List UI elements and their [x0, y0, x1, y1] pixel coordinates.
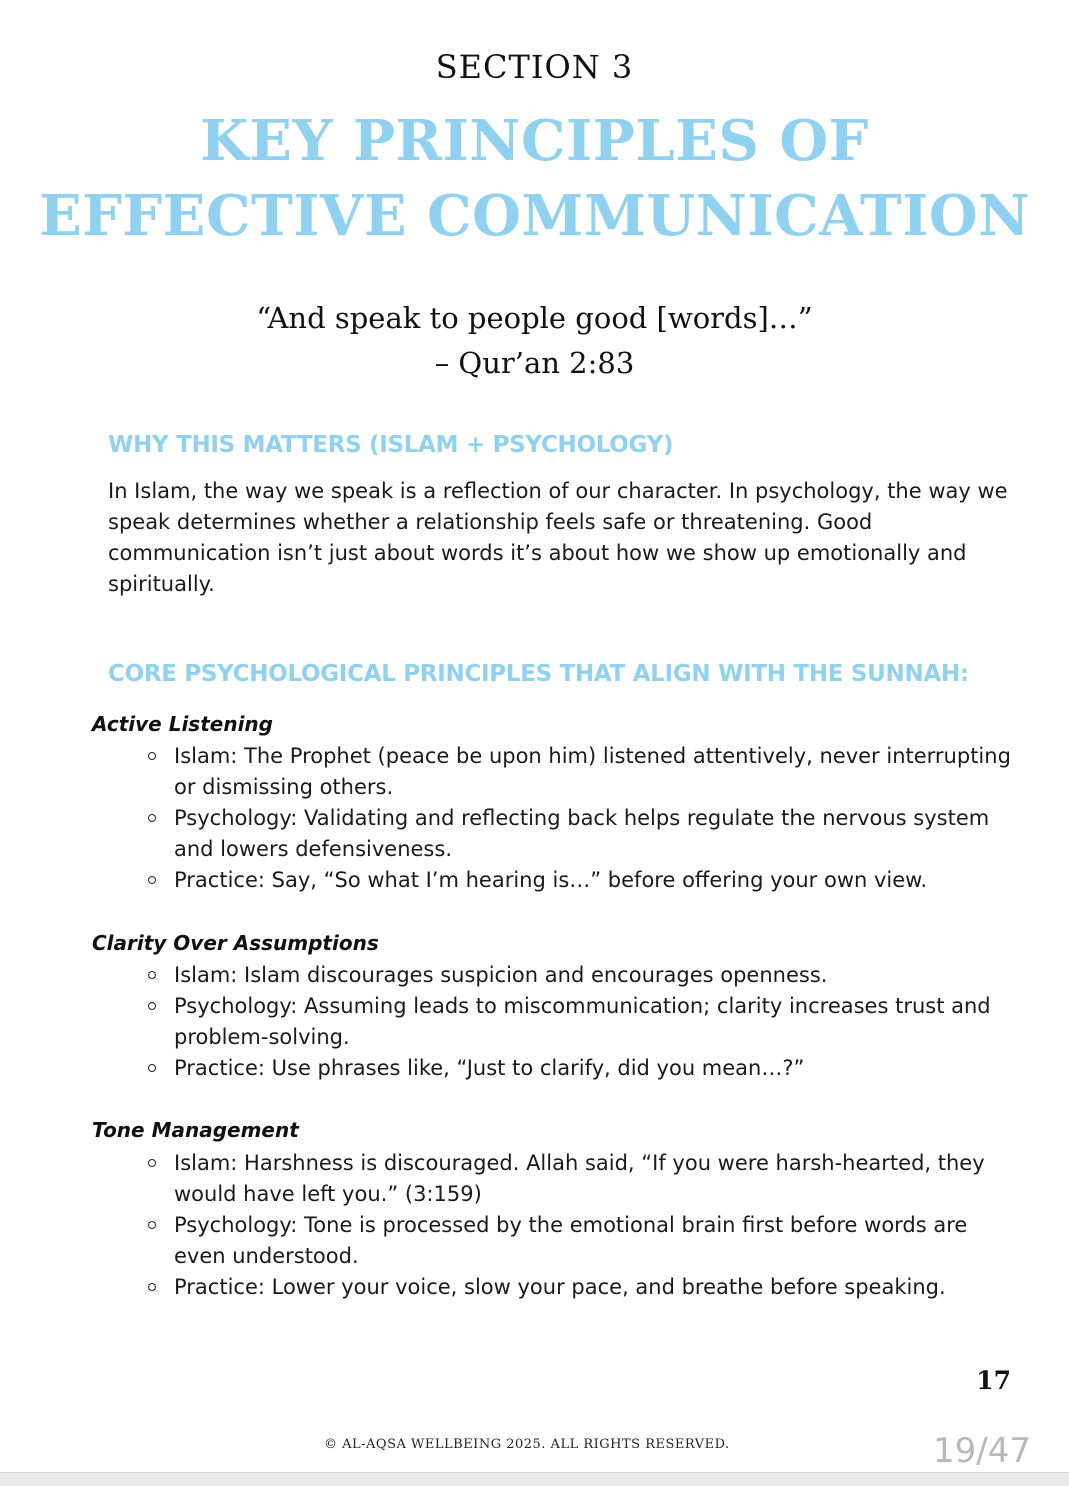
quote-text: “And speak to people good [words]…” [256, 301, 813, 335]
viewer-bottom-bar [0, 1472, 1069, 1486]
list-item: Practice: Use phrases like, “Just to clarify, did you mean…?” [174, 1053, 1014, 1084]
viewer-page-indicator: 19/47 [933, 1431, 1031, 1471]
list-item: Islam: Islam discourages suspicion and encourages openness. [174, 960, 1014, 991]
principle-title-tone: Tone Management [92, 1118, 299, 1142]
list-item: Islam: Harshness is discouraged. Allah said, “If you were harsh-hearted, they would have left you.” (3:159) [174, 1148, 1014, 1210]
list-item: Islam: The Prophet (peace be upon him) listened attentively, never interrupting or dismissing others. [174, 741, 1014, 803]
principle-points-active-listening [174, 741, 1014, 896]
quote-source: – Qur’an 2:83 [434, 346, 635, 380]
why-body: In Islam, the way we speak is a reflection of our character. In psychology, the way we speak determines whether a relationship feels safe or threatening. Good communication isn’t just about words it’s about how we show up emotionally and spiritually. [108, 479, 1008, 596]
page-title-line-2: EFFECTIVE COMMUNICATION [39, 183, 1030, 249]
why-heading: WHY THIS MATTERS (ISLAM + PSYCHOLOGY) [108, 432, 674, 458]
page-number: 17 [976, 1366, 1011, 1395]
list-item: Psychology: Validating and reflecting back helps regulate the nervous system and lowers defensiveness. [174, 803, 1014, 865]
core-heading: CORE PSYCHOLOGICAL PRINCIPLES THAT ALIGN WITH THE SUNNAH: [108, 661, 969, 687]
principle-points-clarity [174, 960, 1014, 1084]
principle-title-clarity: Clarity Over Assumptions [92, 931, 379, 955]
principle-points-tone [174, 1148, 1014, 1303]
list-item: Psychology: Tone is processed by the emotional brain first before words are even understood. [174, 1210, 1014, 1272]
section-label: SECTION 3 [435, 48, 634, 86]
list-item: Psychology: Assuming leads to miscommunication; clarity increases trust and problem-solving. [174, 991, 1014, 1053]
page-title [0, 104, 1069, 254]
list-item: Practice: Say, “So what I’m hearing is…” before offering your own view. [174, 865, 1014, 896]
page-title-line-1: KEY PRINCIPLES OF [200, 108, 869, 174]
list-item: Practice: Lower your voice, slow your pace, and breathe before speaking. [174, 1272, 1014, 1303]
principle-title-active-listening: Active Listening [92, 712, 273, 736]
quran-quote [0, 296, 1069, 386]
copyright-notice: © AL-AQSA WELLBEING 2025. ALL RIGHTS RESERVED. [324, 1437, 730, 1452]
